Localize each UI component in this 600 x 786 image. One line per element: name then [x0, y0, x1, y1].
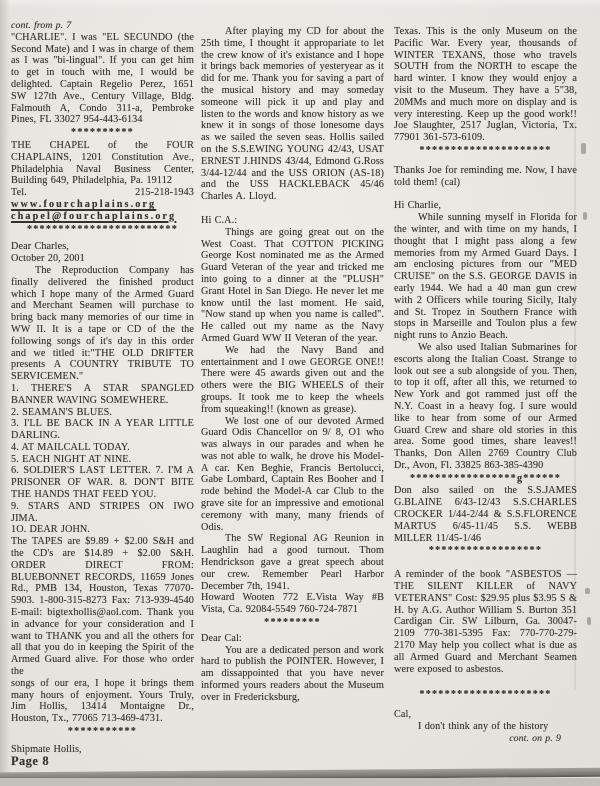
salutation: Hi Charlie,	[394, 200, 441, 212]
signature-line: Shipmate Hollis,	[11, 743, 82, 755]
scan-artifact	[581, 143, 586, 154]
telephone-line	[11, 187, 194, 199]
scan-crease-artifact	[574, 120, 576, 690]
paragraph: Texas. This is the only Museum on the Pacific War. Every year, thousands of WINTER TEXANS, those who travels SOUTH from the NORTH to escape the hard winter. I know they would enjoy a visit to the Museum. They have a 5"38, 20MMs and much more on display and is very interesting. Keep up the good work!! Joe Slaughter, 2517 Juglan, Victoria, Tx. 77901 361-573-6109.	[394, 26, 577, 144]
song-list-item: 3. I'LL BE BACK IN A YEAR LITTLE DARLING.	[11, 418, 194, 442]
song-list-item: 5. EACH NIGHT AT NINE.	[11, 453, 132, 465]
stars-divider: *********************	[419, 689, 552, 701]
tel-number: 215-218-1943	[135, 187, 194, 199]
paragraph: We lost one of our devoted Armed Guard Odis Chancellor on 9/ 8, O1 who was always in our parades and when he was not able to walk, he drove his Model-A car. Ken Beghie, Francis Bertolucci, Gabe Lombard, Captain Res Booher and I rode behind the Model-A car Club to the grave site for an impressive and emotional ceremony with many, many friends of Odis.	[201, 415, 384, 533]
paragraph: We had the Navy Band and entertainment and I owe GEORGE ONE!! There were 45 awards given out and the others were the BIG WHEELS of their groups. It took me to keep the wheels from squeaking!! (known as grease).	[201, 344, 384, 415]
paragraph: songs of our era, I hope it brings them many hours of enjoyment. Yours Truly, Jim Hollis, 13414 Montaigne Dr., Houston, Tx., 77065 713-469-4731.	[11, 677, 194, 725]
song-list-item: 6. SOLDIER'S LAST LETTER. 7. I'M A PRISONER OF WAR. 8. DON'T BITE THE HANDS THAT FEED YOU.	[11, 465, 194, 501]
song-list-item: 2. SEAMAN'S BLUES.	[11, 406, 113, 418]
salutation: Cal,	[394, 709, 412, 721]
stars-divider: ******************	[428, 545, 543, 557]
continued-on-note: cont. on p. 9	[509, 732, 561, 744]
stars-divider: ************************	[26, 223, 179, 235]
stars-divider: *********	[264, 617, 321, 629]
paragraph: THE CHAPEL of the FOUR CHAPLAINS, 1201 Constitution Ave., Philadelphia Naval Business Center, Building 649, Philadelphia, Pa. 19112	[11, 139, 194, 187]
website-url: www.fourchaplains.org	[11, 198, 157, 210]
stars-divider: **********	[71, 127, 134, 139]
stars-divider: ***********	[67, 726, 138, 738]
scan-edge-shadow	[0, 0, 10, 786]
scan-artifact	[583, 212, 587, 220]
paragraph: You are a dedicated person and work hard to publish the POINTER. However, I am dissappointed that you have never informed yours readers about the Museum over in Fredericksburg,	[201, 644, 384, 703]
email-address: chapel@fourchaplains.org	[11, 210, 177, 222]
paragraph: The SW Regional AG Reunion in Laughlin had a good turnout. Thom Hendrickson gave a great speech about our crew. Remember Pearl Harbor December 7th, 1941.	[201, 533, 384, 592]
paragraph: We also used Italian Submarines for escorts along the Italian Coast. Strange to look out see a sub alongside of you. Then, to top it off, after all this, we returned to New York and got rammed just off the N.Y. Coast in a heavy fog. I sure would like to hear from some of our Armed Guard Crew and share old stories in this area. Some good times, share leaves!! Thanks, Don Allen 2769 Country Club Dr., Avon, Fl. 33825 863-385-4390	[394, 341, 577, 471]
paragraph: The TAPES are $9.89 + $2.00 S&H and the CD's are $14.89 + $2.00 S&H. ORDER DIRECT FROM: BLUEBONNET RECORDS, 11659 Jones Rd., PMB 134, Houston, Texas 77070-5903. 1-800-315-8273 Fax: 713-939-4540 E-mail: bigtexhollis@aol.com. Thank you in advance for your consideration and I want to THANK you and all the others for all that you do in keeping the Spirit of the Armed Guard alive. For those who order the	[11, 536, 194, 678]
paragraph: A reminder of the book "ASBESTOS — THE SILENT KILLER of NAVY VETERANS" Cost: $29.95 plus $3.95 S & H. by A.G. Author William S. Burton 351 Cardigan Cir. SW Lilburn, Ga. 30047-2109 770-381-5395 Fax: 770-770-279-2170 May help you collect what is due as all Armed Guard and Merchant Seamen were exposed to asbestos.	[394, 569, 577, 675]
continued-from-note: cont. from p. 7	[11, 20, 72, 31]
page-number: Page 8	[11, 753, 50, 768]
paragraph: Thanks Joe for reminding me. Now, I have told them! (cal)	[394, 164, 577, 188]
song-list-item: 4. AT MAILCALL TODAY.	[11, 441, 130, 453]
text-column-middle	[201, 26, 384, 704]
salutation: Dear Charles,	[11, 241, 69, 253]
stars-divider: *********************	[419, 144, 552, 156]
paragraph: "CHARLIE". I was "EL SECUNDO (the Second Mate) and I was in charge of them as I was "bi-lingual". If you can get him to get in touch with me, I would be delighted. Captain Regelio Perez, 1651 SW 127th Ave., Century Village, Bldg. Falmouth A, Condo 311-a, Pembroke Pines, FL 33027 954-443-6134	[11, 31, 194, 126]
song-list-item: 9. STARS AND STRIPES ON IWO JIMA.	[11, 500, 194, 524]
address-line: Howard Wooten 772 E.Vista Way #B Vista, Ca. 92084-5549 760-724-7871	[201, 592, 384, 616]
text-column-left	[11, 20, 194, 767]
song-list-item: 1O. DEAR JOHN.	[11, 524, 91, 536]
date-line: October 20, 2001	[11, 253, 85, 265]
paragraph: Things are going great out on the West Coast. That COTTON PICKING George Kost nominated me as the Armed Guard Veteran of the year and tricked me into going to a dinner at the "PLUSH" Grant Hotel in San Diego. He never let me know until the last moment. He said, "Now stand up when you name is called". He called out my name as the Navy Armed Guard WW II Veteran of the year.	[201, 226, 384, 344]
text-column-right	[394, 26, 577, 745]
salutation: Dear Cal:	[201, 632, 242, 644]
scan-artifact	[585, 588, 590, 594]
stars-divider: *****************g******	[409, 472, 562, 484]
paragraph: While sunning myself in Florida for the winter, and with time on my hands, I thought that I might pass along a few memories from my Armed Guard Days. I am enclosing pictures from our "MED CRUISE" on the S.S. GEORGE DAVIS in early 1944. We had a 40 man gun crew with 2 Officers while touring Sicily, Italy and St. Tropez in Southern France with stops in Marseille and Toulon plus a few night runs to Anzio Beach.	[394, 212, 577, 342]
scan-artifact	[587, 617, 591, 625]
song-list-item: 1. THERE'S A STAR SPANGLED BANNER WAVING SOMEWHERE.	[11, 382, 194, 406]
scan-edge-highlight	[0, 0, 600, 8]
paragraph: The Reproduction Company has finally delivered the finished product which I hope many of the Armed Guard and Merchant Seamen will purchase to bring back many memories of our time in WW II. It is a tape or CD of the the following songs of it's day in this order and we titled it:"THE OLD DRIFTER presents A COUNTRY TRIBUTE TO SERVICEMEN."	[11, 264, 194, 383]
paragraph: I don't think any of the history	[418, 721, 549, 733]
tel-label: Tel.	[11, 187, 27, 199]
paragraph: Don also sailed on the S.S.JAMES G.BLAINE 6/43-12/43 S.S.CHARLES CROCKER 1/44-2/44 & S.S.FLORENCE MARTUS 6/45-11/45 S.S. WEBB MILLER 11/45-1/46	[394, 485, 577, 544]
scan-background	[0, 778, 600, 786]
paragraph: After playing my CD for about the 25th time, I thought it appropariate to let the crew know of it's existance and I hope it brings back memories of yesteryear as it did for me. Thank you for saving a part of the musical history and may someday someone will pick it up and play and listen to the words and know history as we knew it in songs of those lonesome days as we sailed the seven seas. Hollis sailed on the S.S.EWING YOUNG 42/43, USAT ERNEST J.HINDS 43/44, Edmond G.Ross 3/44-12/44 and the USS ORION (AS-18) and the USS HACKLEBACK 45/46 Charles A. Lloyd.	[201, 26, 384, 203]
salutation: Hi C.A.:	[201, 214, 238, 226]
